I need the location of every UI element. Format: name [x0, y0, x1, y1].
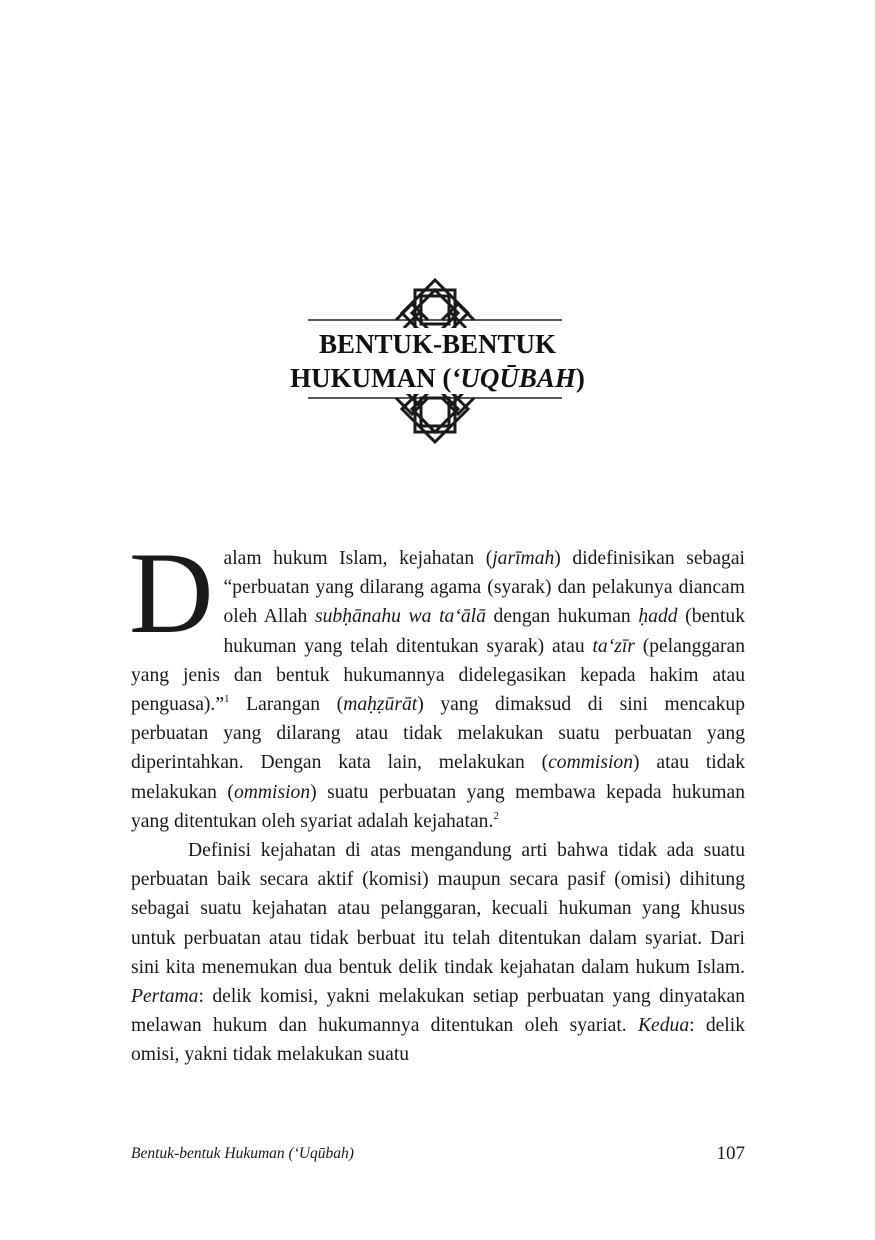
paragraph-2: [131, 836, 745, 1070]
text-run: Larangan (: [229, 694, 344, 716]
text-run: ) yang dimaksud di sini mencakup perbuatan yang dilarang atau tidak melakukan suatu perbuatan yang diperintahkan. Dengan kata lain, melakukan (: [131, 694, 745, 774]
italic-term: Pertama: [131, 986, 199, 1008]
text-run: dengan hukuman: [485, 606, 639, 628]
text-run: : delik komisi, yakni melakukan setiap perbuatan yang dinyatakan melawan hukum dan hukumannya ditentukan oleh syariat.: [131, 986, 745, 1037]
footnote-ref-2[interactable]: 2: [493, 809, 499, 822]
chapter-title-line2: [265, 362, 610, 394]
running-title: Bentuk-bentuk Hukuman (‘Uqūbah): [131, 1145, 354, 1162]
italic-term: ḥadd: [638, 606, 678, 628]
text-run: alam hukum Islam, kejahatan (: [223, 548, 493, 569]
italic-term: jarīmah: [492, 548, 555, 569]
text-run: ) suatu perbuatan yang membawa kepada hukuman yang ditentukan oleh syariat adalah kejahatan.: [131, 781, 745, 832]
chapter-title-line1: BENTUK-BENTUK: [300, 328, 575, 360]
page-footer: [131, 1143, 745, 1169]
text-run: (pelanggaran yang jenis dan bentuk hukumannya didelegasikan kepada hakim atau penguasa).”: [131, 635, 745, 716]
title-suffix: ): [575, 363, 585, 393]
title-italic-term: ‘UQŪBAH: [451, 363, 576, 393]
text-run: ) didefinisikan sebagai “perbuatan yang dilarang agama (syarak) dan pelakunya diancam oleh Allah: [223, 548, 745, 628]
italic-term: maḥẓūrāt: [343, 694, 418, 716]
chapter-title: [230, 328, 645, 394]
title-prefix: HUKUMAN (: [290, 363, 452, 393]
text-run: ) atau tidak melakukan (: [131, 752, 746, 803]
italic-term: subḥānahu wa ta‘ālā: [314, 606, 486, 628]
italic-term: commision: [548, 752, 634, 774]
drop-cap: D: [129, 529, 214, 658]
footnote-ref-1[interactable]: 1: [224, 693, 230, 706]
italic-term: ommision: [233, 781, 311, 803]
paragraph-1: [129, 529, 746, 836]
italic-term: Kedua: [637, 1015, 690, 1037]
text-run: (bentuk hukuman yang telah ditentukan syarak) atau: [223, 606, 746, 657]
page-number: 107: [716, 1143, 745, 1164]
italic-term: ta‘zīr: [592, 635, 635, 657]
body-text: [129, 529, 746, 1070]
text-run: Definisi kejahatan di atas mengandung arti bahwa tidak ada suatu perbuatan baik secara aktif (komisi) maupun secara pasif (omisi) dihitung sebagai suatu kejahatan atau pelanggaran, kecuali hukuman yang khusus untuk perbuatan atau tidak berbuat itu telah ditentukan dalam syariat. Dari sini kita menemukan dua bentuk delik tindak kejahatan dalam hukum Islam.: [131, 840, 745, 978]
text-run: : delik omisi, yakni tidak melakukan suatu: [131, 1015, 745, 1066]
